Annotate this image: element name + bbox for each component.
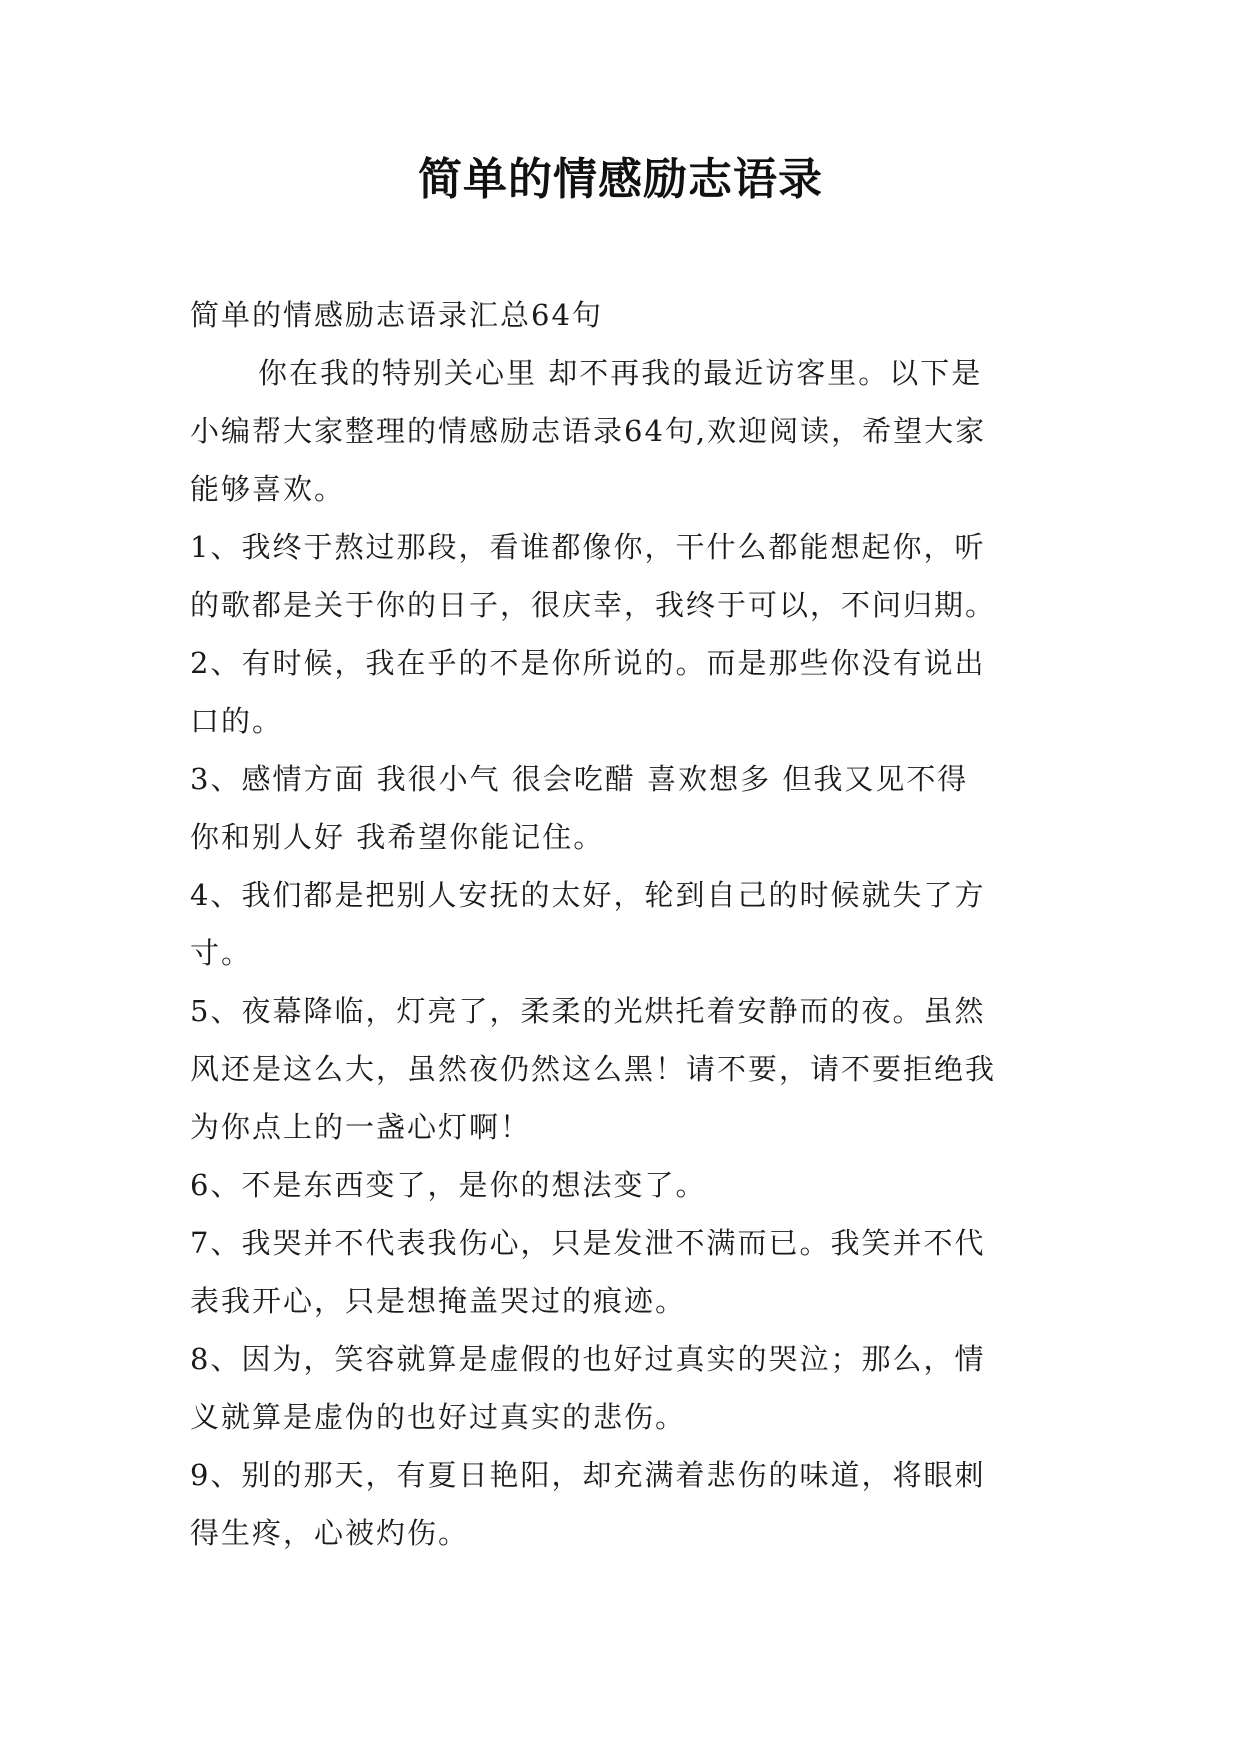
quote-line: 寸。 [190, 936, 253, 970]
document-body [190, 286, 1070, 1562]
intro-line: 能够喜欢。 [190, 472, 346, 506]
quote-line: 口的。 [190, 704, 284, 738]
quote-item-2 [190, 634, 1070, 750]
quote-item-5 [190, 982, 1070, 1156]
quote-item-9 [190, 1446, 1070, 1562]
quote-item-8 [190, 1330, 1070, 1446]
quote-line: 9、别的那天，有夏日艳阳，却充满着悲伤的味道，将眼刺 [190, 1458, 986, 1492]
quote-line: 为你点上的一盏心灯啊！ [190, 1110, 532, 1144]
quote-item-4 [190, 866, 1070, 982]
quote-line: 8、因为，笑容就算是虚假的也好过真实的哭泣；那么，情 [190, 1342, 986, 1376]
quote-line: 1、我终于熬过那段，看谁都像你，干什么都能想起你，听 [190, 530, 986, 564]
quote-line: 7、我哭并不代表我伤心，只是发泄不满而已。我笑并不代 [190, 1226, 986, 1260]
quote-line: 的歌都是关于你的日子，很庆幸，我终于可以，不问归期。 [190, 588, 997, 622]
quote-line: 表我开心，只是想掩盖哭过的痕迹。 [190, 1284, 687, 1318]
intro-line: 你在我的特别关心里 却不再我的最近访客里。以下是 [258, 356, 983, 390]
quote-line: 5、夜幕降临，灯亮了，柔柔的光烘托着安静而的夜。虽然 [190, 994, 986, 1028]
quote-line: 4、我们都是把别人安抚的太好，轮到自己的时候就失了方 [190, 878, 986, 912]
document-subtitle: 简单的情感励志语录汇总64句 [190, 298, 603, 332]
quote-line: 风还是这么大，虽然夜仍然这么黑！请不要，请不要拒绝我 [190, 1052, 997, 1086]
quote-item-6 [190, 1156, 1070, 1214]
intro-line: 小编帮大家整理的情感励志语录64句,欢迎阅读，希望大家 [190, 414, 987, 448]
quote-line: 得生疼，心被灼伤。 [190, 1516, 470, 1550]
intro-paragraph [190, 344, 1070, 518]
quote-line: 3、感情方面 我很小气 很会吃醋 喜欢想多 但我又见不得 [190, 762, 969, 796]
quote-line: 你和别人好 我希望你能记住。 [190, 820, 605, 854]
quote-item-1 [190, 518, 1070, 634]
quote-item-3 [190, 750, 1070, 866]
document-title: 简单的情感励志语录 [418, 154, 823, 205]
quote-line: 6、不是东西变了，是你的想法变了。 [190, 1168, 707, 1202]
quote-item-7 [190, 1214, 1070, 1330]
quote-line: 义就算是虚伪的也好过真实的悲伤。 [190, 1400, 687, 1434]
quote-line: 2、有时候，我在乎的不是你所说的。而是那些你没有说出 [190, 646, 986, 680]
